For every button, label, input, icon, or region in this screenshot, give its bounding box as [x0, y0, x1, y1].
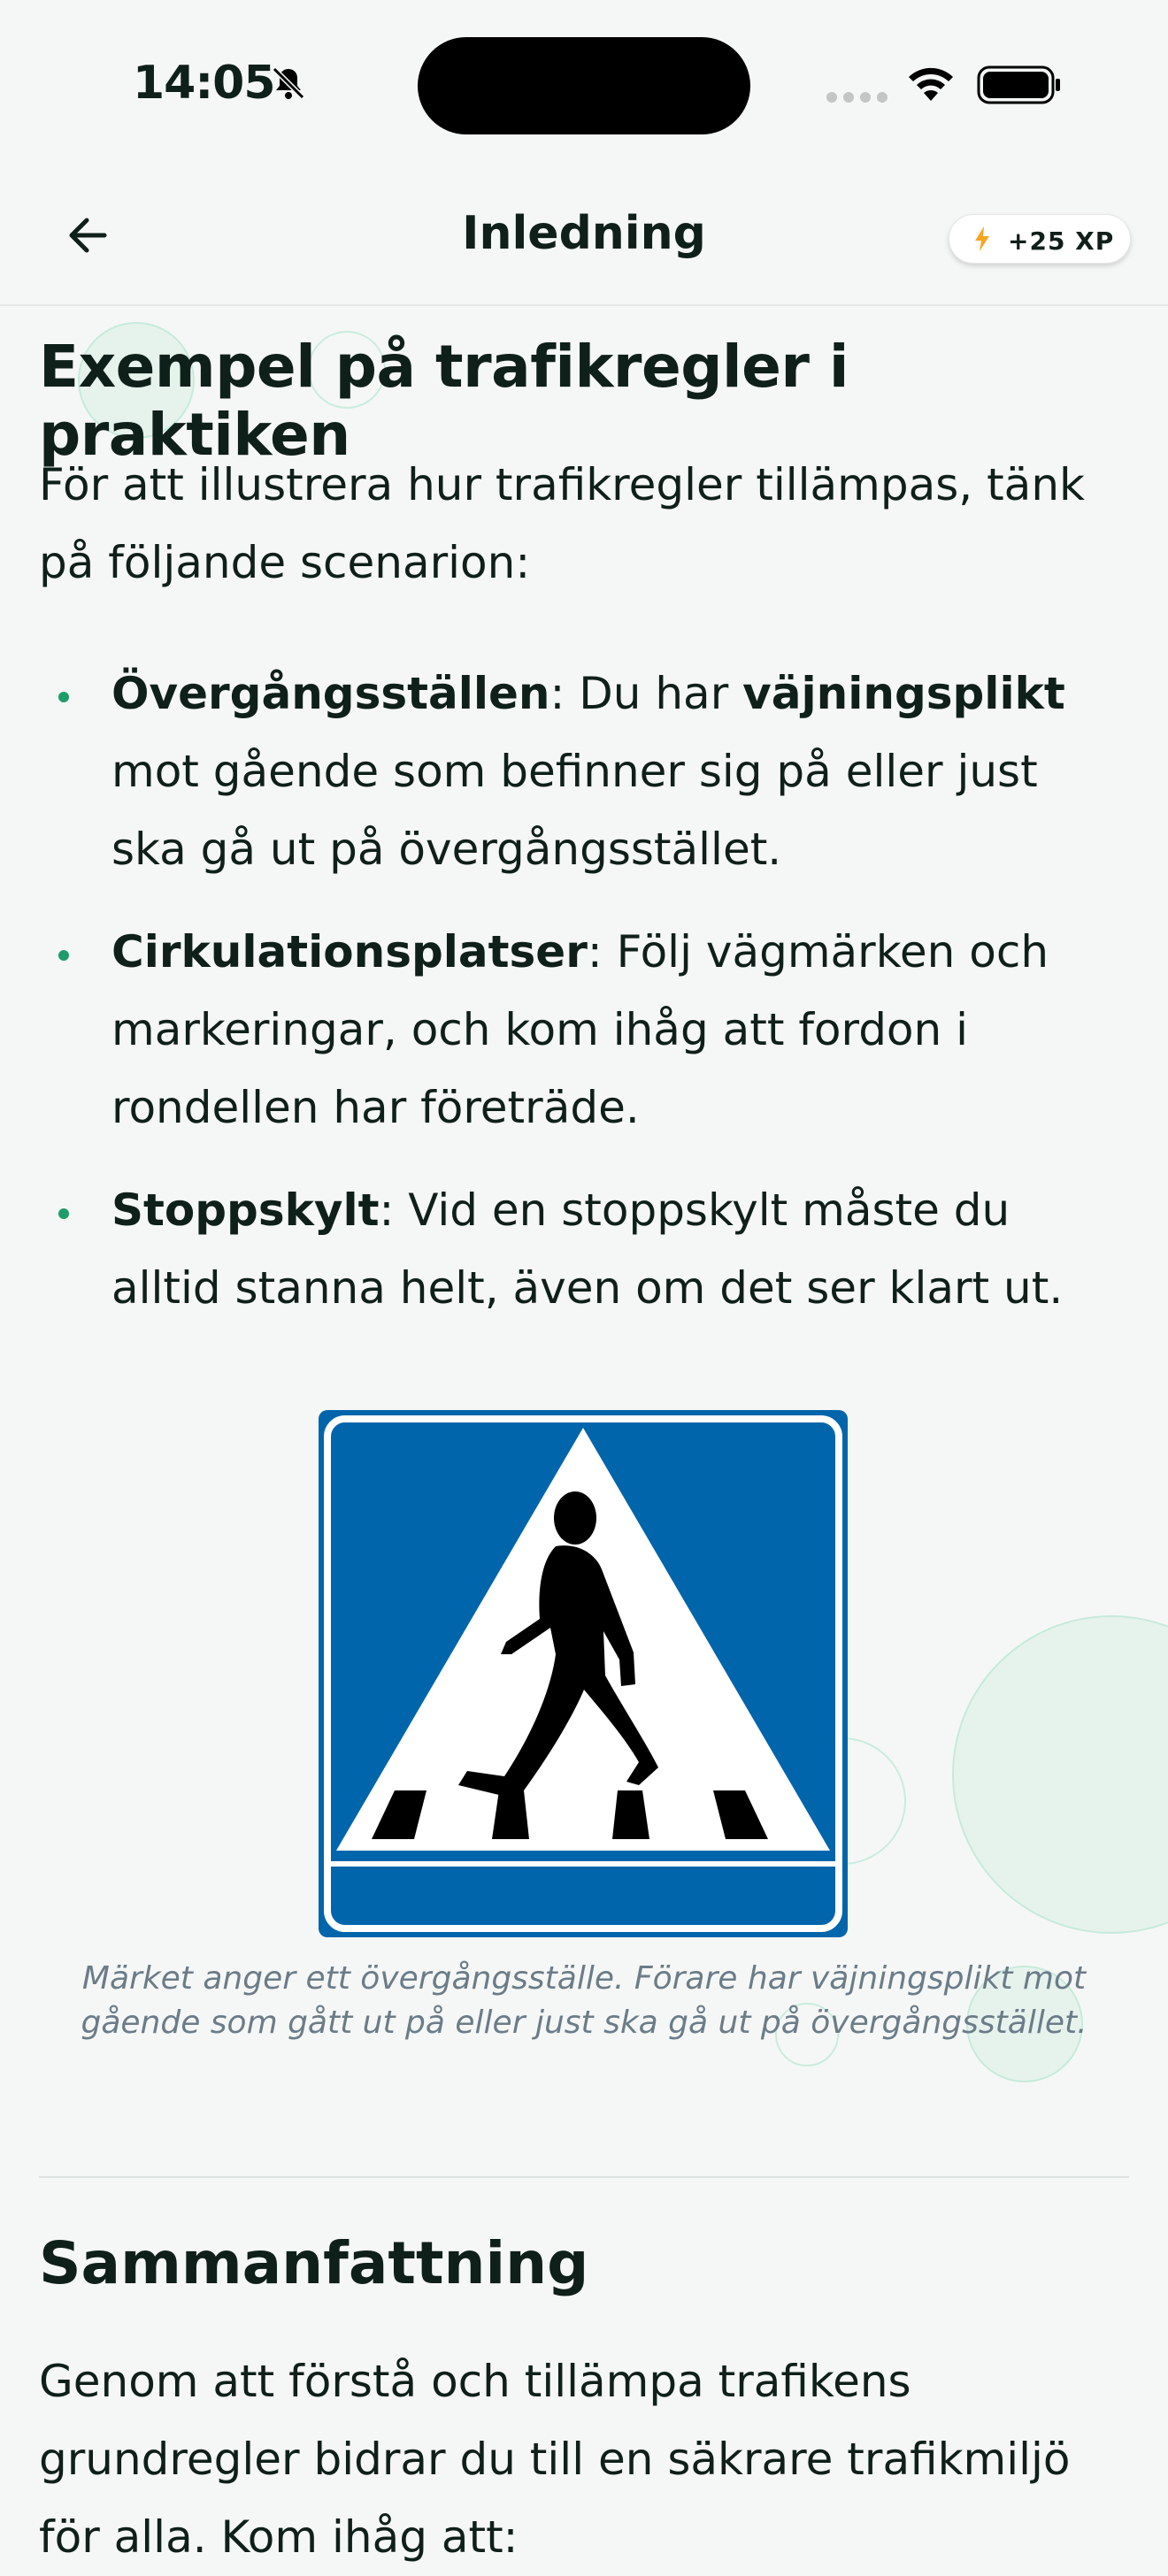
bullet	[58, 1208, 69, 1219]
summary-line: grundregler bidrar du till en säkrare trafikmiljö	[39, 2434, 1071, 2485]
list-item-text	[111, 913, 1138, 1146]
intro-paragraph	[39, 446, 1136, 602]
section-heading: Exempel på trafikregler i praktiken	[39, 333, 849, 469]
list-item-term: Stoppskylt	[111, 1184, 380, 1236]
list-item-text	[111, 1171, 1138, 1327]
pedestrian-crossing-sign-image	[319, 1410, 848, 1937]
bullet	[58, 692, 69, 702]
section-divider	[39, 2176, 1129, 2178]
list-item-line: markeringar, och kom ihåg att fordon i	[111, 1004, 968, 1055]
list-item-line: ska gå ut på övergångsstället.	[111, 824, 782, 875]
list-item-line: alltid stanna helt, även om det ser klart ut.	[111, 1262, 1064, 1314]
list-item-line: mot gående som befinner sig på eller just	[111, 746, 1038, 797]
cellular-signal-icon	[826, 92, 888, 103]
intro-line: på följande scenarion:	[39, 537, 531, 588]
wifi-icon	[906, 65, 956, 104]
xp-label: +25 XP	[1008, 226, 1115, 256]
caption-line: gående som gått ut på eller just ska gå ut på övergångsstället.	[81, 2005, 1087, 2041]
list-item-term: Cirkulationsplatser	[111, 926, 588, 978]
list-item-text-part: : Du har	[549, 668, 743, 719]
xp-badge	[949, 214, 1131, 264]
status-bar	[0, 0, 1168, 168]
section-heading: Sammanfattning	[39, 2229, 589, 2297]
dynamic-island	[418, 37, 750, 134]
nav-bar	[0, 168, 1168, 306]
list-item-text-part: : Följ vägmärken och	[587, 926, 1049, 978]
summary-paragraph	[39, 2342, 1136, 2576]
list-item-line: rondellen har företräde.	[111, 1082, 640, 1133]
list-item-text	[111, 655, 1138, 888]
page-title: Inledning	[462, 207, 706, 260]
list-item-term: Övergångsställen	[111, 668, 550, 719]
status-time: 14:05	[133, 57, 275, 110]
bullet	[58, 950, 69, 961]
summary-line: för alla. Kom ihåg att:	[39, 2511, 519, 2563]
summary-line: Genom att förstå och tillämpa trafikens	[39, 2356, 911, 2407]
image-caption	[71, 1957, 1097, 2045]
battery-icon	[977, 64, 1062, 106]
bell-slash-icon	[269, 64, 308, 103]
list-item-emphasis: väjningsplikt	[742, 668, 1065, 719]
caption-line: Märket anger ett övergångsställe. Förare har väjningsplikt mot	[81, 1960, 1087, 1997]
lightning-icon	[972, 226, 992, 252]
intro-line: För att illustrera hur trafikregler tillämpas, tänk	[39, 459, 1085, 510]
list-item-text-part: : Vid en stoppskylt måste du	[379, 1184, 1010, 1236]
